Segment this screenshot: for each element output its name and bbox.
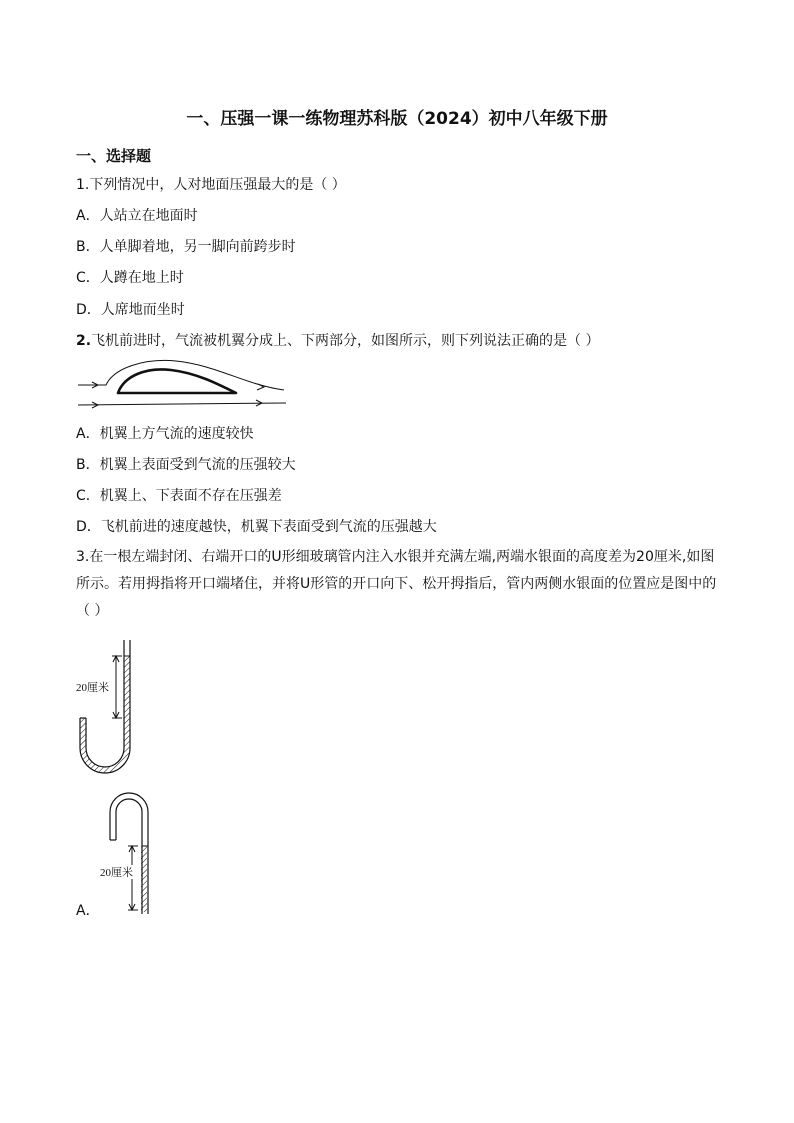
q1-option-c: C．人蹲在地上时 xyxy=(76,270,184,286)
q1-option-a: A．人站立在地面时 xyxy=(76,208,198,224)
q2-stem: 飞机前进时，气流被机翼分成上、下两部分，如图所示，则下列说法正确的是（ ） xyxy=(91,333,600,349)
q1-option-b: B．人单脚着地，另一脚向前跨步时 xyxy=(76,239,296,255)
q3-stem: 3.在一根左端封闭、右端开口的U形细玻璃管内注入水银并充满左端,两端水银面的高度差为20厘米,如图所示。若用拇指将开口端堵住，并将U形管的开口向下、松开拇指后，管内两侧水银面的位置应是图中的（ ） xyxy=(76,549,717,619)
q3-option-a: A． xyxy=(76,903,100,919)
q2-option-b: B．机翼上表面受到气流的压强较大 xyxy=(76,457,296,473)
document-title: 一、压强一课一练物理苏科版（2024）初中八年级下册 xyxy=(186,109,608,129)
u-tube-figure-label: 20厘米 xyxy=(76,682,109,694)
q2-number: 2. xyxy=(76,333,92,349)
wing-airflow-figure xyxy=(76,358,292,412)
lower-airflow-line xyxy=(78,403,286,405)
upper-airflow-arrow-right xyxy=(257,384,264,390)
u-tube-figure xyxy=(72,640,152,780)
q2-option-d: D．飞机前进的速度越快，机翼下表面受到气流的压强越大 xyxy=(76,519,437,535)
option-a-figure xyxy=(96,790,166,916)
upper-airflow-line xyxy=(78,360,284,390)
q1-option-d: D．人席地而坐时 xyxy=(76,302,185,318)
section-heading: 一、选择题 xyxy=(76,147,152,165)
q2-option-a: A．机翼上方气流的速度较快 xyxy=(76,426,254,442)
option-a-inner-wall xyxy=(116,799,142,914)
q1-stem: 1.下列情况中，人对地面压强最大的是（ ） xyxy=(76,177,346,193)
wing-shape xyxy=(118,369,236,393)
option-a-figure-label: 20厘米 xyxy=(100,867,133,879)
q2-stem-line xyxy=(76,331,600,351)
q2-option-c: C．机翼上、下表面不存在压强差 xyxy=(76,488,282,504)
u-tube-inner-wall xyxy=(86,640,124,767)
u-tube-outer-wall xyxy=(80,640,130,773)
